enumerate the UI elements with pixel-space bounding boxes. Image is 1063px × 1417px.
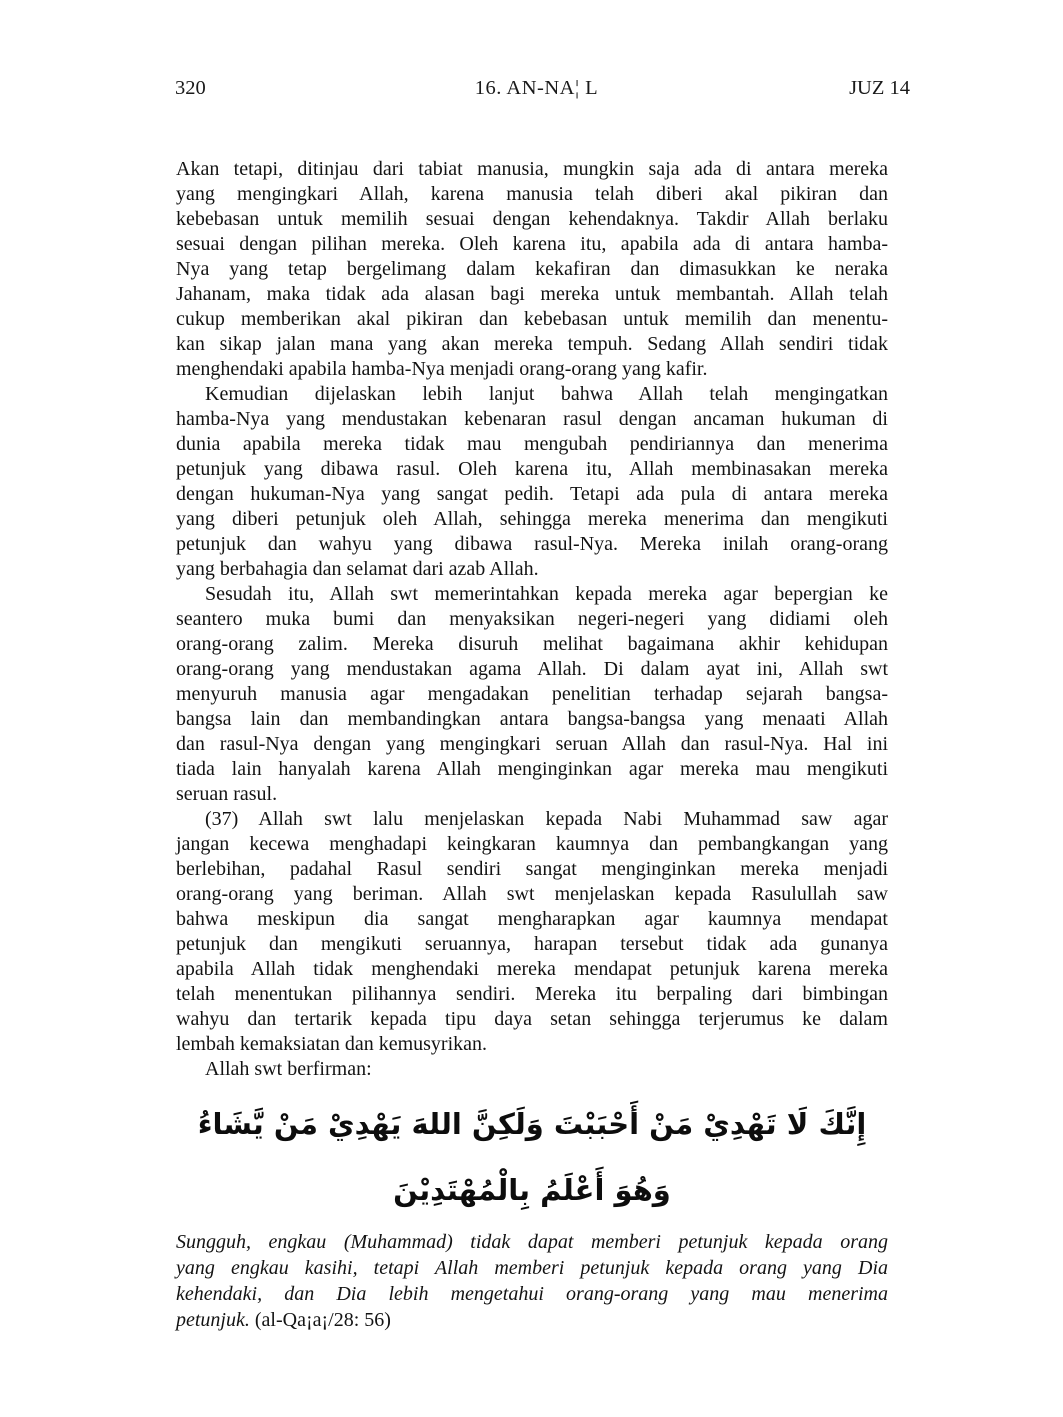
text-line: seantero muka bumi dan menyaksikan negeri-negeri yang didiami oleh — [176, 608, 888, 630]
quran-verse-arabic: إِنَّكَ لَا تَهْدِيْ مَنْ أَحْبَبْتَ وَلَكِنَّ اللهَ يَهْدِيْ مَنْ يَّشَاءُ وَهُوَ أَعْلَمُ بِالْمُهْتَدِيْنَ — [197, 1107, 867, 1207]
text-line: lembah kemaksiatan dan kemusyrikan. — [176, 1033, 488, 1055]
text-line: menyuruh manusia agar mengadakan penelitian terhadap sejarah bangsa- — [176, 683, 888, 705]
text-line: Jahanam, maka tidak ada alasan bagi mereka untuk membantah. Allah telah — [176, 283, 888, 305]
text-line: jangan kecewa menghadapi keingkaran kaumnya dan pembangkangan yang — [176, 833, 888, 855]
text-line: yang mengingkari Allah, karena manusia telah diberi akal pikiran dan — [176, 183, 888, 205]
text-line: Akan tetapi, ditinjau dari tabiat manusia, mungkin saja ada di antara mereka — [176, 158, 888, 180]
text-line: Sungguh, engkau (Muhammad) tidak dapat memberi petunjuk kepada orang — [176, 1231, 888, 1253]
text-line: tiada lain hanyalah karena Allah menginginkan agar mereka mau mengikuti — [176, 758, 888, 780]
translation-last-words: petunjuk. — [176, 1309, 255, 1331]
text-line — [176, 1307, 888, 1333]
text-line: yang berbahagia dan selamat dari azab Allah. — [176, 558, 539, 580]
text-line: Kemudian dijelaskan lebih lanjut bahwa Allah telah mengingatkan — [205, 383, 888, 405]
text-line: (37) Allah swt lalu menjelaskan kepada Nabi Muhammad saw agar — [205, 808, 888, 830]
text-line: petunjuk yang dibawa rasul. Oleh karena itu, Allah membinasakan mereka — [176, 458, 888, 480]
text-line: dunia apabila mereka tidak mau mengubah pendiriannya dan menerima — [176, 433, 888, 455]
text-line: petunjuk dan mengikuti seruannya, harapan tersebut tidak ada gunanya — [176, 933, 888, 955]
text-line: bangsa lain dan membandingkan antara bangsa-bangsa yang menaati Allah — [176, 708, 888, 730]
text-line: wahyu dan tertarik kepada tipu daya setan sehingga terjerumus ke dalam — [176, 1008, 888, 1030]
tafsir-paragraph-2 — [176, 382, 888, 582]
text-line: petunjuk dan wahyu yang dibawa rasul-Nya. Mereka inilah orang-orang — [176, 533, 888, 555]
text-line: Allah swt berfirman: — [205, 1058, 372, 1080]
text-line: berlebihan, padahal Rasul sendiri sangat menginginkan mereka menjadi — [176, 858, 888, 880]
text-line: seruan rasul. — [176, 783, 278, 805]
verse-reference: (al-Qa¡a¡/28: 56) — [254, 1309, 391, 1331]
text-line: kan sikap jalan mana yang akan mereka tempuh. Sedang Allah sendiri tidak — [176, 333, 888, 355]
surah-title: 16. AN-NA¦ L — [474, 77, 599, 99]
text-line: orang-orang yang beriman. Allah swt menjelaskan kepada Rasulullah saw — [176, 883, 888, 905]
text-line: Sesudah itu, Allah swt memerintahkan kepada mereka agar bepergian ke — [205, 583, 888, 605]
text-line: yang diberi petunjuk oleh Allah, sehingga mereka menerima dan mengikuti — [176, 508, 888, 530]
text-line: bahwa meskipun dia sangat mengharapkan agar kaumnya mendapat — [176, 908, 888, 930]
text-line: kebebasan untuk memilih sesuai dengan kehendaknya. Takdir Allah berlaku — [176, 208, 888, 230]
text-line: kehendaki, dan Dia lebih mengetahui orang-orang yang mau menerima — [176, 1283, 888, 1305]
tafsir-paragraph-4 — [176, 807, 888, 1057]
text-line: Nya yang tetap bergelimang dalam kekafiran dan dimasukkan ke neraka — [176, 258, 888, 280]
tafsir-paragraph-1 — [176, 157, 888, 382]
text-line: sesuai dengan pilihan mereka. Oleh karena itu, apabila ada di antara hamba- — [176, 233, 888, 255]
text-line: apabila Allah tidak menghendaki mereka mendapat petunjuk karena mereka — [176, 958, 888, 980]
page-body — [176, 157, 888, 1333]
text-line: cukup memberikan akal pikiran dan kebebasan untuk memilih dan menentu- — [176, 308, 888, 330]
text-line: orang-orang yang mendustakan agama Allah. Di dalam ayat ini, Allah swt — [176, 658, 888, 680]
page-number: 320 — [175, 77, 206, 99]
text-line: menghendaki apabila hamba-Nya menjadi orang-orang yang kafir. — [176, 358, 708, 380]
juz-label: JUZ 14 — [849, 77, 910, 99]
verse-lead-in — [176, 1057, 888, 1082]
text-line: dan rasul-Nya dengan yang mengingkari seruan Allah dan rasul-Nya. Hal ini — [176, 733, 888, 755]
tafsir-paragraph-3 — [176, 582, 888, 807]
text-line: yang engkau kasihi, tetapi Allah memberi petunjuk kepada orang yang Dia — [176, 1257, 888, 1279]
text-line: dengan hukuman-Nya yang sangat pedih. Tetapi ada pula di antara mereka — [176, 483, 888, 505]
text-line: hamba-Nya yang mendustakan kebenaran rasul dengan ancaman hukuman di — [176, 408, 888, 430]
page-header — [163, 74, 910, 102]
verse-translation — [176, 1229, 888, 1333]
text-line: orang-orang zalim. Mereka disuruh melihat bagaimana akhir kehidupan — [176, 633, 888, 655]
text-line: telah menentukan pilihannya sendiri. Mereka itu berpaling dari bimbingan — [176, 983, 888, 1005]
